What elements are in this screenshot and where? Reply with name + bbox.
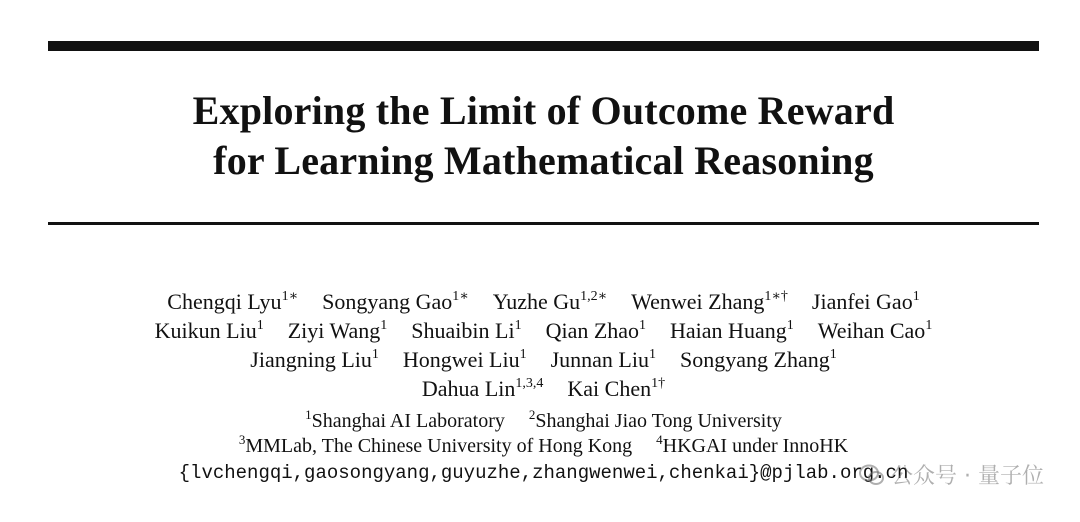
author-affiliation-mark: 1,2∗ (580, 289, 608, 304)
title-line-1: Exploring the Limit of Outcome Reward (192, 88, 895, 133)
author-name: Kai Chen (567, 376, 652, 401)
author-affiliation-mark: 1 (519, 347, 527, 362)
author (411, 316, 521, 345)
author-name: Hongwei Liu (402, 347, 520, 372)
affiliation-mark: 3 (238, 432, 246, 447)
author (167, 287, 298, 316)
author-name: Weihan Cao (817, 318, 926, 343)
author (818, 316, 933, 345)
author-name: Shuaibin Li (411, 318, 515, 343)
author-name: Wenwei Zhang (631, 289, 765, 314)
author-line (48, 345, 1039, 374)
email-line: {lvchengqi,gaosongyang,guyuzhe,zhangwenwei,chenkai}@pjlab.org.cn (178, 462, 909, 484)
author-affiliation-mark: 1 (639, 318, 647, 333)
author-name: Songyang Zhang (680, 347, 830, 372)
watermark-text: 公众号 · 量子位 (891, 464, 1044, 489)
author-name: Jianfei Gao (811, 289, 913, 314)
author (403, 345, 527, 374)
affiliation (529, 409, 782, 434)
author (155, 316, 264, 345)
affiliation-line (48, 409, 1039, 434)
author-affiliation-mark: 1 (925, 318, 933, 333)
author-affiliation-mark: 1,3,4 (515, 376, 544, 391)
author (680, 345, 837, 374)
affiliation (656, 434, 848, 459)
affiliation-list (48, 409, 1039, 459)
affiliation-mark: 4 (656, 432, 663, 447)
author-name: Haian Huang (670, 318, 787, 343)
author-affiliation-mark: 1 (829, 347, 837, 362)
author (567, 374, 665, 403)
author-line (48, 287, 1039, 316)
author (422, 374, 543, 403)
affiliation-line (48, 434, 1039, 459)
affiliation-name: Shanghai AI Laboratory (311, 410, 505, 432)
author-affiliation-mark: 1 (786, 318, 794, 333)
author-affiliation-mark: 1∗† (764, 289, 788, 304)
title-line-2: for Learning Mathematical Reasoning (213, 138, 874, 183)
affiliation-name: HKGAI under InnoHK (662, 435, 849, 457)
author-line (48, 316, 1039, 345)
author (493, 287, 607, 316)
author-name: Chengqi Lyu (167, 289, 282, 314)
author (546, 316, 646, 345)
affiliation-mark: 1 (305, 407, 312, 422)
author-name: Dahua Lin (421, 376, 516, 401)
author-affiliation-mark: 1 (371, 347, 379, 362)
author-affiliation-mark: 1 (649, 347, 656, 362)
author-list (48, 287, 1039, 403)
author-affiliation-mark: 1 (912, 289, 920, 304)
author-name: Songyang Gao (322, 289, 453, 314)
author-affiliation-mark: 1 (514, 318, 522, 333)
author-name: Ziyi Wang (287, 318, 381, 343)
author-affiliation-mark: 1† (651, 376, 666, 391)
author-name: Kuikun Liu (154, 318, 257, 343)
top-rule (48, 41, 1039, 51)
author-affiliation-mark: 1 (380, 318, 388, 333)
author-affiliation-mark: 1∗ (452, 289, 469, 304)
affiliation (305, 409, 505, 434)
author-name: Jiangning Liu (250, 347, 372, 372)
author (250, 345, 379, 374)
author (812, 287, 920, 316)
author-name: Junnan Liu (550, 347, 649, 372)
author (322, 287, 469, 316)
affiliation-name: MMLab, The Chinese University of Hong Kong (245, 435, 633, 457)
author (551, 345, 656, 374)
author-affiliation-mark: 1 (256, 318, 264, 333)
author-name: Qian Zhao (545, 318, 640, 343)
author-affiliation-mark: 1∗ (281, 289, 299, 304)
author (288, 316, 388, 345)
author (670, 316, 794, 345)
paper-title (48, 86, 1039, 186)
affiliation-name: Shanghai Jiao Tong University (535, 410, 782, 432)
author-name: Yuzhe Gu (492, 289, 581, 314)
author-line (48, 374, 1039, 403)
author (631, 287, 788, 316)
title-bottom-rule (48, 222, 1039, 225)
affiliation-mark: 2 (528, 407, 536, 422)
affiliation (239, 434, 632, 459)
